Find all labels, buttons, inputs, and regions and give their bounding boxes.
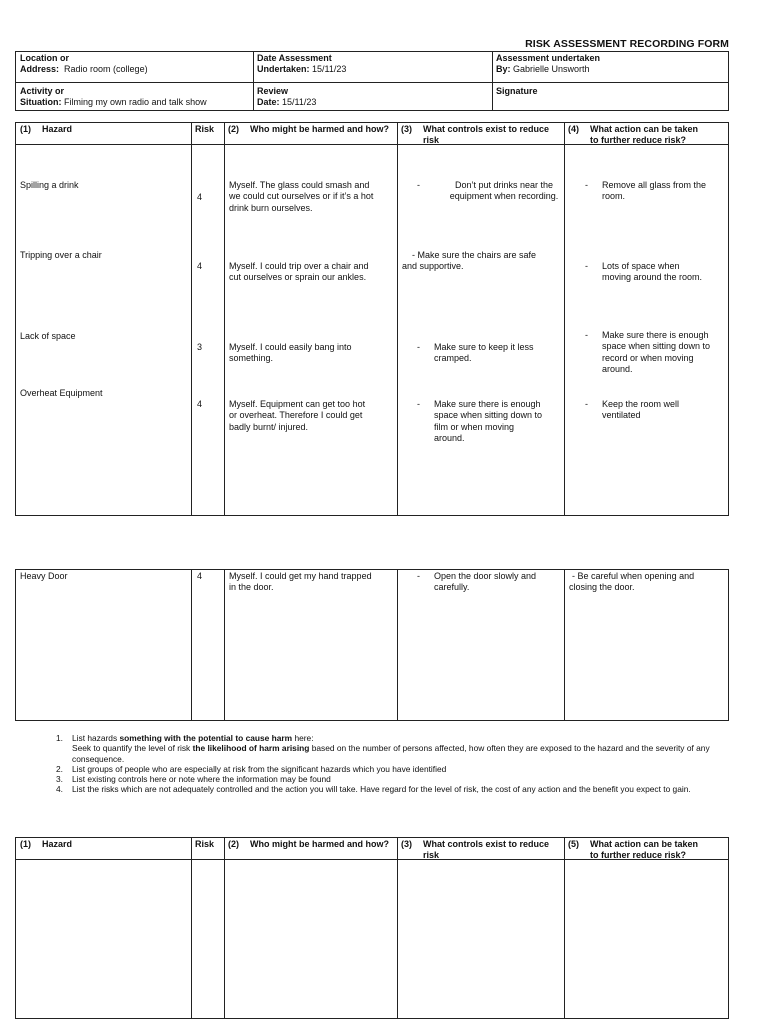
review-value: 15/11/23 xyxy=(282,97,317,108)
hazard-cell: Lack of space xyxy=(20,331,76,341)
header-controls: (3) What controls exist to reduce risk xyxy=(401,839,550,861)
hazard-cell: Tripping over a chair xyxy=(20,250,102,260)
who-cell: Myself. I could easily bang into something. xyxy=(229,342,352,364)
header-controls: (3) What controls exist to reduce risk xyxy=(401,124,550,146)
risk-cell: 4 xyxy=(197,399,203,409)
location-cell: Location or Address: Radio room (college) xyxy=(20,53,148,75)
header-who: (2) Who might be harmed and how? xyxy=(228,124,389,134)
who-cell: Myself. I could trip over a chair and cut ourselves or sprain our ankles. xyxy=(229,261,369,283)
instructions-list xyxy=(56,733,736,795)
hazard-cell: Spilling a drink xyxy=(20,180,79,190)
risk-cell: 4 xyxy=(197,192,203,202)
date-cell: Date Assessment Undertaken: 15/11/23 xyxy=(257,53,347,75)
note-item: 4. List the risks which are not adequately controlled and the action you will take. Have regard for the level of risk, the cost of any action and the benefit you expect to gain. xyxy=(56,784,691,795)
header-action: (5) What action can be taken to further reduce risk? xyxy=(568,839,699,861)
header-hazard: (1) Hazard xyxy=(20,839,73,849)
who-cell: Myself. I could get my hand trapped in the door. xyxy=(229,571,372,593)
assessor-value: Gabrielle Unsworth xyxy=(513,64,590,75)
activity-value: Filming my own radio and talk show xyxy=(64,97,207,108)
who-cell: Myself. The glass could smash and we could cut ourselves or if it’s a hot drink burn ourselves. xyxy=(229,180,374,213)
note-item: Seek to quantify the level of risk the likelihood of harm arising based on the number of persons affected, how often they are exposed to the hazard and the severity of any consequence. xyxy=(72,743,710,764)
note-item: 1. List hazards something with the potential to cause harm here: xyxy=(56,733,314,743)
location-value: Radio room (college) xyxy=(64,64,148,75)
hazard-table-3 xyxy=(15,837,729,1019)
assessor-cell: Assessment undertaken By: Gabrielle Unsworth xyxy=(496,53,601,75)
note-item: 3. List existing controls here or note where the information may be found xyxy=(56,774,331,784)
header-who: (2) Who might be harmed and how? xyxy=(228,839,389,849)
risk-cell: 3 xyxy=(197,342,203,352)
hazard-cell: Heavy Door xyxy=(20,571,68,581)
header-hazard: (1) Hazard xyxy=(20,124,73,134)
form-title: RISK ASSESSMENT RECORDING FORM xyxy=(525,38,729,50)
review-cell: Review Date: 15/11/23 xyxy=(257,86,317,108)
action-cell: - Be careful when opening and closing the door. xyxy=(569,571,695,593)
risk-cell: 4 xyxy=(197,261,203,271)
note-item: 2. List groups of people who are especially at risk from the significant hazards which you have identified xyxy=(56,763,447,774)
header-risk: Risk xyxy=(195,839,215,849)
risk-cell: 4 xyxy=(197,571,203,581)
activity-cell: Activity or Situation: Filming my own radio and talk show xyxy=(20,86,207,108)
hazard-table-1: (1) Hazard Risk (2) Who might be harmed and how? (3) What controls exist to reduce risk (4) What action can be taken to further reduce risk? Spilling a drink 4 Myself. The glass could smash and we could cut ourselves or if it’s a hot drink burn ourselves. - Don’t put drinks near the equipment when recording. - Remove all glass from the room. Tripping over a chair 4 Myself. I could trip over a chair and cut ourselves or sprain our ankles. - Make sure the chairs are safe and supportive. - Lots of space when moving around the room. Lack of space 3 Myself. I could easily bang into something. - Make sure to keep it less cramped. - Make sure there is enough space when sitting down to record or when moving around. Overheat Equipment 4 Myself. Equipment can get too hot or overheat. Therefore I could get badly burnt/ injured. - Make sure there is enough space when sitting down to film or when moving around. - Keep the room well ventilated xyxy=(15,122,729,516)
hazard-table-2: Heavy Door 4 Myself. I could get my hand trapped in the door. - Open the door slowly and carefully. - Be careful when opening and closing the door. xyxy=(15,569,729,721)
header-info-grid xyxy=(15,51,729,111)
header-action: (4) What action can be taken to further reduce risk? xyxy=(568,124,699,146)
hazard-cell: Overheat Equipment xyxy=(20,388,103,398)
header-risk: Risk xyxy=(195,124,215,134)
who-cell: Myself. Equipment can get too hot or overheat. Therefore I could get badly burnt/ injured. xyxy=(229,399,366,432)
controls-cell: - Make sure the chairs are safe and supportive. xyxy=(402,250,537,272)
date-value: 15/11/23 xyxy=(312,64,347,75)
signature-cell: Signature xyxy=(496,86,538,96)
